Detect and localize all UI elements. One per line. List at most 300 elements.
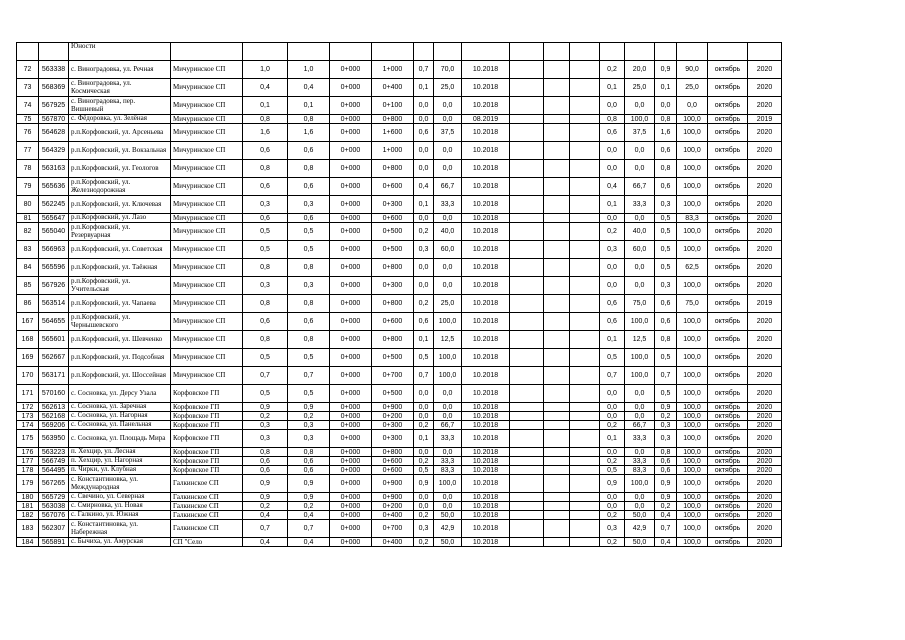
cell-row-number: 183 bbox=[17, 520, 39, 538]
cell-month: октябрь bbox=[708, 538, 748, 547]
cell-road-id: 570160 bbox=[39, 385, 69, 403]
cell-year: 2020 bbox=[748, 421, 782, 430]
cell-start-km: 0+000 bbox=[330, 502, 372, 511]
cell-target-km: 0,4 bbox=[655, 538, 677, 547]
cell-length-normative: 0,9 bbox=[288, 475, 330, 493]
table-row bbox=[17, 349, 782, 367]
cell-blank bbox=[570, 367, 600, 385]
cell-blank bbox=[544, 421, 570, 430]
cell-plan-km: 0,0 bbox=[600, 160, 625, 178]
cell-row-number: 76 bbox=[17, 124, 39, 142]
road-repair-table bbox=[16, 42, 782, 547]
cell-end-km: 0+200 bbox=[372, 502, 414, 511]
cell-plan-percent: 0,0 bbox=[625, 277, 655, 295]
cell-road-id: 569206 bbox=[39, 421, 69, 430]
cell-length-normative: 0,2 bbox=[288, 412, 330, 421]
cell-settlement: Мичуринское СП bbox=[171, 160, 243, 178]
cell-repaired-percent: 60,0 bbox=[434, 241, 462, 259]
cell-road-id: 567870 bbox=[39, 115, 69, 124]
cell-repaired-percent: 0,0 bbox=[434, 160, 462, 178]
cell-repaired-km: 0,7 bbox=[414, 61, 434, 79]
cell-row-number: 171 bbox=[17, 385, 39, 403]
cell-target-percent: 100,0 bbox=[677, 466, 708, 475]
cell-plan-percent: 50,0 bbox=[625, 538, 655, 547]
cell-target-km: 0,8 bbox=[655, 448, 677, 457]
cell-blank bbox=[570, 421, 600, 430]
cell-settlement: Мичуринское СП bbox=[171, 79, 243, 97]
cell-blank bbox=[570, 331, 600, 349]
cell-target-km: 0,6 bbox=[655, 295, 677, 313]
cell-road-id: 565891 bbox=[39, 538, 69, 547]
cell-settlement: Корфовское ГП bbox=[171, 385, 243, 403]
cell-row-number: 174 bbox=[17, 421, 39, 430]
cell-repaired-km: 0,6 bbox=[414, 313, 434, 331]
cell-road-id: 565040 bbox=[39, 223, 69, 241]
cell-plan-percent: 33,3 bbox=[625, 196, 655, 214]
cell-year: 2020 bbox=[748, 259, 782, 277]
cell-month: октябрь bbox=[708, 97, 748, 115]
cell-road-id: 562667 bbox=[39, 349, 69, 367]
cell-blank bbox=[544, 160, 570, 178]
cell-blank bbox=[544, 259, 570, 277]
cell-end-km: 0+500 bbox=[372, 349, 414, 367]
cell-blank bbox=[510, 124, 544, 142]
table-row bbox=[17, 457, 782, 466]
cell-plan-km: 0,0 bbox=[600, 97, 625, 115]
cell-month: октябрь bbox=[708, 520, 748, 538]
cell-length-normative: 0,5 bbox=[288, 385, 330, 403]
table-row bbox=[17, 502, 782, 511]
cell-repaired-km: 0,0 bbox=[414, 160, 434, 178]
cell-length-normative: 0,9 bbox=[288, 493, 330, 502]
cell-repaired-km: 0,2 bbox=[414, 421, 434, 430]
cell-blank bbox=[570, 313, 600, 331]
cell-length-total: 0,6 bbox=[243, 214, 288, 223]
cell-target-km: 0,0 bbox=[655, 97, 677, 115]
cell-start-km: 0+000 bbox=[330, 214, 372, 223]
table-row bbox=[17, 493, 782, 502]
cell-survey-date: 10.2018 bbox=[462, 421, 510, 430]
cell-survey-date: 10.2018 bbox=[462, 511, 510, 520]
cell-length-total: 0,8 bbox=[243, 115, 288, 124]
cell-blank bbox=[510, 466, 544, 475]
cell-row-number: 73 bbox=[17, 79, 39, 97]
cell-blank bbox=[570, 196, 600, 214]
cell-length-normative: 0,6 bbox=[288, 313, 330, 331]
cell-address: р.п.Корфовский, ул. Шоссейная bbox=[69, 367, 171, 385]
cell-plan-km: 0,6 bbox=[600, 313, 625, 331]
cell-end-km: 0+100 bbox=[372, 97, 414, 115]
cell-end-km: 0+400 bbox=[372, 511, 414, 520]
cell-length-normative: 0,5 bbox=[288, 349, 330, 367]
cell-target-km: 0,1 bbox=[655, 79, 677, 97]
cell-road-id: 563163 bbox=[39, 160, 69, 178]
cell-address: с. Сосновка, ул. Панельная bbox=[69, 421, 171, 430]
cell-length-normative: 0,1 bbox=[288, 97, 330, 115]
cell-length-normative: 0,6 bbox=[288, 466, 330, 475]
cell-blank bbox=[510, 538, 544, 547]
cell-length-normative: 0,4 bbox=[288, 538, 330, 547]
cell-length-normative: 0,7 bbox=[288, 520, 330, 538]
cell-survey-date: 10.2018 bbox=[462, 160, 510, 178]
cell-month: октябрь bbox=[708, 421, 748, 430]
cell-length-normative: 0,5 bbox=[288, 223, 330, 241]
cell-end-km: 0+600 bbox=[372, 178, 414, 196]
cell-repaired-km: 0,5 bbox=[414, 349, 434, 367]
cell-repaired-km: 0,0 bbox=[414, 259, 434, 277]
cell-blank bbox=[510, 295, 544, 313]
table-row bbox=[17, 241, 782, 259]
cell-month: октябрь bbox=[708, 502, 748, 511]
cell-end-km: 0+700 bbox=[372, 520, 414, 538]
cell-plan-km: 0,2 bbox=[600, 511, 625, 520]
cell-plan-percent: 66,7 bbox=[625, 178, 655, 196]
cell-repaired-percent: 0,0 bbox=[434, 259, 462, 277]
cell-row-number: 182 bbox=[17, 511, 39, 520]
cell-start-km: 0+000 bbox=[330, 511, 372, 520]
cell-year: 2020 bbox=[748, 538, 782, 547]
cell-plan-percent: 100,0 bbox=[625, 349, 655, 367]
cell-address: с. Виноградовка, пер. Вишневый bbox=[69, 97, 171, 115]
cell-blank bbox=[544, 466, 570, 475]
cell-plan-percent: 0,0 bbox=[625, 403, 655, 412]
cell-address: р.п.Корфовский, ул. Геологов bbox=[69, 160, 171, 178]
cell-end-km: 0+500 bbox=[372, 385, 414, 403]
cell-blank bbox=[544, 124, 570, 142]
cell-survey-date: 10.2018 bbox=[462, 538, 510, 547]
cell-year: 2020 bbox=[748, 142, 782, 160]
cell-plan-km: 0,6 bbox=[600, 124, 625, 142]
cell-repaired-percent: 33,3 bbox=[434, 196, 462, 214]
cell-end-km: 0+300 bbox=[372, 421, 414, 430]
cell-address: р.п.Корфовский, ул. Подсобная bbox=[69, 349, 171, 367]
cell-settlement: Мичуринское СП bbox=[171, 178, 243, 196]
table-row bbox=[17, 538, 782, 547]
cell-target-km: 0,3 bbox=[655, 421, 677, 430]
cell-blank bbox=[570, 214, 600, 223]
cell-blank bbox=[544, 403, 570, 412]
cell-blank bbox=[544, 178, 570, 196]
cell-length-total: 0,6 bbox=[243, 142, 288, 160]
cell-address: с. Фёдоровка, ул. Зелёная bbox=[69, 115, 171, 124]
cell-plan-percent: 0,0 bbox=[625, 259, 655, 277]
cell-start-km: 0+000 bbox=[330, 241, 372, 259]
cell-end-km: 0+200 bbox=[372, 412, 414, 421]
cell-address: с. Константиновка, ул. Международная bbox=[69, 475, 171, 493]
cell-repaired-percent: 33,3 bbox=[434, 430, 462, 448]
cell-row-number: 75 bbox=[17, 115, 39, 124]
cell-target-percent: 100,0 bbox=[677, 403, 708, 412]
cell-settlement: Корфовское ГП bbox=[171, 457, 243, 466]
cell-repaired-percent: 0,0 bbox=[434, 142, 462, 160]
cell-target-percent: 100,0 bbox=[677, 277, 708, 295]
cell-row-number: 177 bbox=[17, 457, 39, 466]
cell-repaired-km: 0,2 bbox=[414, 457, 434, 466]
cell-road-id: 562307 bbox=[39, 520, 69, 538]
cell-month: октябрь bbox=[708, 466, 748, 475]
cell-address: р.п.Корфовский, ул. Железнодорожная bbox=[69, 178, 171, 196]
cell-survey-date: 10.2018 bbox=[462, 457, 510, 466]
cell-blank bbox=[510, 61, 544, 79]
cell-survey-date: 10.2018 bbox=[462, 385, 510, 403]
cell-settlement: Мичуринское СП bbox=[171, 277, 243, 295]
cell-month: октябрь bbox=[708, 61, 748, 79]
cell-month: октябрь bbox=[708, 223, 748, 241]
cell-survey-date: 10.2018 bbox=[462, 214, 510, 223]
cell-length-total: 0,8 bbox=[243, 259, 288, 277]
cell-settlement: Корфовское ГП bbox=[171, 403, 243, 412]
cell-plan-km: 0,7 bbox=[600, 367, 625, 385]
cell-row-number: 79 bbox=[17, 178, 39, 196]
cell-end-km: 1+600 bbox=[372, 124, 414, 142]
cell-blank bbox=[570, 493, 600, 502]
cell-blank bbox=[510, 331, 544, 349]
cell-length-normative: 0,8 bbox=[288, 160, 330, 178]
cell-target-percent: 100,0 bbox=[677, 502, 708, 511]
cell-month: октябрь bbox=[708, 475, 748, 493]
cell-repaired-percent: 40,0 bbox=[434, 223, 462, 241]
cell-blank bbox=[544, 538, 570, 547]
cell-start-km: 0+000 bbox=[330, 178, 372, 196]
cell-road-id: 564329 bbox=[39, 142, 69, 160]
cell-length-total: 0,1 bbox=[243, 97, 288, 115]
cell-repaired-percent: 100,0 bbox=[434, 475, 462, 493]
cell-repaired-percent: 70,0 bbox=[434, 61, 462, 79]
cell-plan-percent: 50,0 bbox=[625, 511, 655, 520]
cell-length-total: 0,5 bbox=[243, 223, 288, 241]
cell-start-km: 0+000 bbox=[330, 367, 372, 385]
cell-survey-date: 10.2018 bbox=[462, 295, 510, 313]
cell-target-percent: 100,0 bbox=[677, 385, 708, 403]
cell-month: октябрь bbox=[708, 412, 748, 421]
cell-survey-date: 10.2018 bbox=[462, 331, 510, 349]
cell-blank bbox=[510, 457, 544, 466]
cell-plan-percent: 20,0 bbox=[625, 61, 655, 79]
cell-length-normative: 0,8 bbox=[288, 259, 330, 277]
table-row bbox=[17, 520, 782, 538]
cell-repaired-percent: 50,0 bbox=[434, 538, 462, 547]
cell-length-normative: 0,9 bbox=[288, 403, 330, 412]
cell-row-number: 80 bbox=[17, 196, 39, 214]
cell-year: 2020 bbox=[748, 466, 782, 475]
cell-settlement: Галкинское СП bbox=[171, 475, 243, 493]
cell-blank bbox=[544, 79, 570, 97]
cell-blank bbox=[510, 196, 544, 214]
cell-length-normative: 0,8 bbox=[288, 295, 330, 313]
cell-plan-percent: 40,0 bbox=[625, 223, 655, 241]
cell-start-km: 0+000 bbox=[330, 61, 372, 79]
cell-target-km: 0,3 bbox=[655, 196, 677, 214]
cell-blank bbox=[544, 61, 570, 79]
cell-blank bbox=[510, 142, 544, 160]
cell-target-percent: 25,0 bbox=[677, 79, 708, 97]
cell-length-normative: 0,3 bbox=[288, 430, 330, 448]
cell-target-km: 0,5 bbox=[655, 214, 677, 223]
cell-plan-percent: 12,5 bbox=[625, 331, 655, 349]
cell-length-normative: 0,8 bbox=[288, 448, 330, 457]
cell-target-percent: 100,0 bbox=[677, 223, 708, 241]
cell-repaired-km: 0,7 bbox=[414, 367, 434, 385]
cell-plan-percent: 66,7 bbox=[625, 421, 655, 430]
cell-target-percent: 100,0 bbox=[677, 241, 708, 259]
cell-length-total: 0,5 bbox=[243, 349, 288, 367]
cell-target-km: 0,9 bbox=[655, 61, 677, 79]
cell-road-id: 564495 bbox=[39, 466, 69, 475]
cell-address: р.п.Корфовский, ул. Шевченко bbox=[69, 331, 171, 349]
cell-end-km: 0+400 bbox=[372, 538, 414, 547]
cell-length-total: 0,4 bbox=[243, 538, 288, 547]
cell-road-id: 562168 bbox=[39, 412, 69, 421]
cell-target-percent: 100,0 bbox=[677, 475, 708, 493]
cell-blank bbox=[544, 313, 570, 331]
cell-road-id: 567926 bbox=[39, 277, 69, 295]
cell-target-percent: 100,0 bbox=[677, 430, 708, 448]
cell-plan-percent: 0,0 bbox=[625, 502, 655, 511]
cell-year: 2020 bbox=[748, 502, 782, 511]
cell-address: р.п.Корфовский, ул. Советская bbox=[69, 241, 171, 259]
cell-start-km: 0+000 bbox=[330, 349, 372, 367]
cell-repaired-km: 0,2 bbox=[414, 538, 434, 547]
cell-blank bbox=[570, 160, 600, 178]
cell-target-percent: 100,0 bbox=[677, 115, 708, 124]
cell-end-km: 0+900 bbox=[372, 403, 414, 412]
cell-settlement: Мичуринское СП bbox=[171, 124, 243, 142]
cell-year: 2020 bbox=[748, 124, 782, 142]
cell-length-total: 0,2 bbox=[243, 412, 288, 421]
cell-blank bbox=[570, 79, 600, 97]
cell-blank bbox=[510, 160, 544, 178]
cell-repaired-percent: 100,0 bbox=[434, 367, 462, 385]
cell-start-km: 0+000 bbox=[330, 331, 372, 349]
table-row bbox=[17, 196, 782, 214]
cell-target-km: 0,8 bbox=[655, 331, 677, 349]
cell-end-km: 0+300 bbox=[372, 430, 414, 448]
cell-repaired-percent: 37,5 bbox=[434, 124, 462, 142]
cell-start-km: 0+000 bbox=[330, 97, 372, 115]
cell-length-normative: 0,7 bbox=[288, 367, 330, 385]
cell-year: 2020 bbox=[748, 520, 782, 538]
cell-length-normative: 0,2 bbox=[288, 502, 330, 511]
cell-year: 2020 bbox=[748, 412, 782, 421]
cell-repaired-percent: 0,0 bbox=[434, 412, 462, 421]
cell-settlement: Мичуринское СП bbox=[171, 259, 243, 277]
cell-road-id: 562245 bbox=[39, 196, 69, 214]
cell-repaired-km: 0,4 bbox=[414, 178, 434, 196]
cell-plan-percent: 0,0 bbox=[625, 160, 655, 178]
cell-address: р.п.Корфовский, ул. Чапаева bbox=[69, 295, 171, 313]
table-row bbox=[17, 178, 782, 196]
cell-row-number: 175 bbox=[17, 430, 39, 448]
cell-target-km: 0,5 bbox=[655, 349, 677, 367]
cell-blank bbox=[570, 97, 600, 115]
cell-survey-date: 10.2018 bbox=[462, 142, 510, 160]
table-row bbox=[17, 223, 782, 241]
cell-length-total: 0,9 bbox=[243, 403, 288, 412]
cell-blank bbox=[510, 349, 544, 367]
cell-blank bbox=[570, 403, 600, 412]
cell-survey-date: 10.2018 bbox=[462, 178, 510, 196]
cell-survey-date: 10.2018 bbox=[462, 223, 510, 241]
cell-plan-percent: 33,3 bbox=[625, 430, 655, 448]
cell-repaired-km: 0,2 bbox=[414, 223, 434, 241]
cell-start-km: 0+000 bbox=[330, 115, 372, 124]
cell-year: 2020 bbox=[748, 214, 782, 223]
cell-address: Юности bbox=[69, 43, 171, 61]
cell-start-km: 0+000 bbox=[330, 538, 372, 547]
cell-target-percent: 100,0 bbox=[677, 511, 708, 520]
table-row-continuation bbox=[17, 43, 782, 61]
cell-length-total: 0,8 bbox=[243, 160, 288, 178]
cell-survey-date: 10.2018 bbox=[462, 313, 510, 331]
cell-road-id: 565729 bbox=[39, 493, 69, 502]
cell-target-km: 0,8 bbox=[655, 115, 677, 124]
cell-length-total: 0,6 bbox=[243, 457, 288, 466]
cell-start-km: 0+000 bbox=[330, 457, 372, 466]
cell-month: октябрь bbox=[708, 79, 748, 97]
cell-address: р.п.Корфовский, ул. Учительская bbox=[69, 277, 171, 295]
cell-length-normative: 0,8 bbox=[288, 115, 330, 124]
cell-survey-date: 10.2018 bbox=[462, 349, 510, 367]
cell-settlement: Мичуринское СП bbox=[171, 115, 243, 124]
cell-repaired-km: 0,0 bbox=[414, 277, 434, 295]
cell-blank bbox=[510, 475, 544, 493]
cell-blank bbox=[570, 241, 600, 259]
cell-target-km: 0,5 bbox=[655, 385, 677, 403]
cell-blank bbox=[570, 124, 600, 142]
cell-year: 2020 bbox=[748, 457, 782, 466]
cell-length-total: 0,8 bbox=[243, 331, 288, 349]
table-row bbox=[17, 448, 782, 457]
cell-repaired-percent: 100,0 bbox=[434, 313, 462, 331]
cell-blank bbox=[510, 223, 544, 241]
cell-blank bbox=[544, 196, 570, 214]
cell-target-percent: 100,0 bbox=[677, 538, 708, 547]
cell-target-percent: 100,0 bbox=[677, 448, 708, 457]
cell-settlement: Корфовское ГП bbox=[171, 412, 243, 421]
cell-survey-date: 10.2018 bbox=[462, 448, 510, 457]
cell-settlement: Галкинское СП bbox=[171, 493, 243, 502]
cell-row-number: 173 bbox=[17, 412, 39, 421]
cell-row-number: 78 bbox=[17, 160, 39, 178]
cell-target-km: 0,6 bbox=[655, 466, 677, 475]
cell-blank bbox=[570, 178, 600, 196]
cell-repaired-percent: 25,0 bbox=[434, 295, 462, 313]
cell-plan-percent: 0,0 bbox=[625, 412, 655, 421]
cell-target-percent: 100,0 bbox=[677, 457, 708, 466]
cell-end-km: 0+900 bbox=[372, 475, 414, 493]
cell-target-percent: 100,0 bbox=[677, 196, 708, 214]
cell-start-km: 0+000 bbox=[330, 79, 372, 97]
cell-repaired-percent: 0,0 bbox=[434, 493, 462, 502]
cell-month: октябрь bbox=[708, 511, 748, 520]
cell-month: октябрь bbox=[708, 178, 748, 196]
cell-length-total: 0,3 bbox=[243, 196, 288, 214]
cell-blank bbox=[544, 430, 570, 448]
cell-start-km: 0+000 bbox=[330, 421, 372, 430]
cell-blank bbox=[570, 223, 600, 241]
cell-road-id: 563171 bbox=[39, 367, 69, 385]
cell-blank bbox=[570, 466, 600, 475]
cell-plan-percent: 60,0 bbox=[625, 241, 655, 259]
cell-repaired-percent: 12,5 bbox=[434, 331, 462, 349]
cell-plan-km: 0,0 bbox=[600, 448, 625, 457]
cell-repaired-km: 0,0 bbox=[414, 214, 434, 223]
table-row bbox=[17, 385, 782, 403]
cell-repaired-km: 0,1 bbox=[414, 79, 434, 97]
cell-repaired-km: 0,0 bbox=[414, 502, 434, 511]
cell-survey-date: 10.2018 bbox=[462, 259, 510, 277]
cell-road-id: 563950 bbox=[39, 430, 69, 448]
